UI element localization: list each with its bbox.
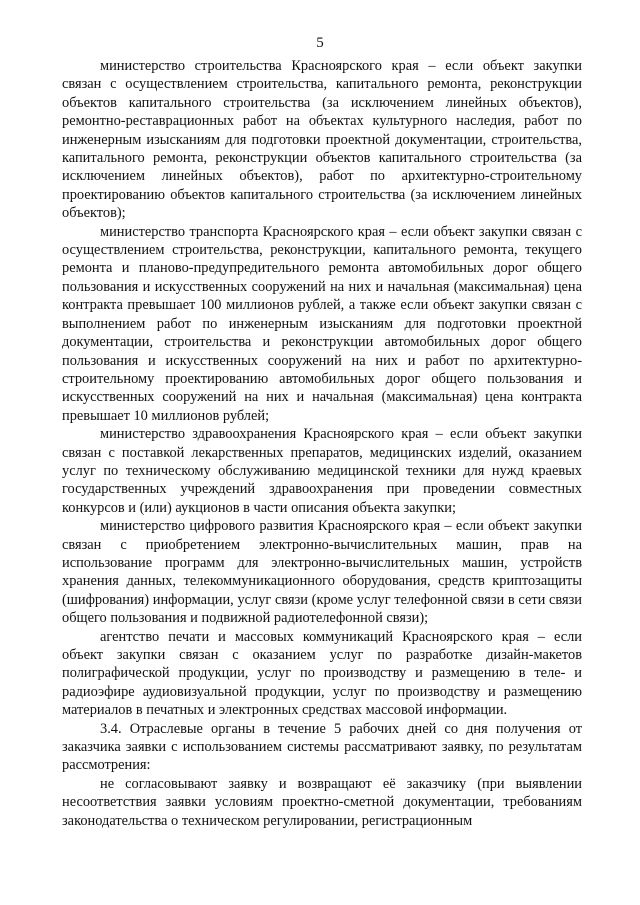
paragraph-ministry-digital-development: министерство цифрового развития Красноярского края – если объект закупки связан с приобретением электронно-вычислительных машин, прав на использование программ для электронно-вычислительных машин, устройств хранения данных, телекоммуникационного оборудования, средств криптозащиты (шифрования) информации, услуг связи (кроме услуг телефонной связи в сети связи общего пользования и подвижной радиотелефонной связи); — [62, 518, 582, 627]
paragraph-ministry-health: министерство здравоохранения Красноярского края – если объект закупки связан с поставкой лекарственных препаратов, медицинских изделий, оказанием услуг по техническому обслуживанию медицинской техники для нужд краевых государственных учреждений здравоохранения при проведении совместных конкурсов и (или) аукционов в части описания объекта закупки; — [62, 426, 582, 516]
paragraph-section-3-4: 3.4. Отраслевые органы в течение 5 рабочих дней со дня получения от заказчика заявки с использованием системы рассматривают заявку, по результатам рассмотрения: — [62, 720, 582, 774]
paragraph-ministry-construction: министерство строительства Красноярского края – если объект закупки связан с осуществлением строительства, капитального ремонта, реконструкции объектов капитального строительства (за исключением линейных объектов), ремонтно-реставрационных работ на объектах культурного наследия, работ по инженерным изысканиям для подготовки проектной документации, строительства, капитального ремонта, реконструкции объектов капитального строительства (за исключением линейных объектов), работ по архитектурно-строительному проектированию объектов капитального строительства (за исключением линейных объектов); — [62, 58, 582, 222]
paragraph-press-agency: агентство печати и массовых коммуникаций Красноярского края – если объект закупки связан с оказанием услуг по разработке дизайн-макетов полиграфической продукции, услуг по производству и размещению в теле- и радиоэфире аудиовизуальной продукции, услуг по производству и размещению материалов в печатных и электронных средствах массовой информации. — [62, 628, 582, 719]
paragraph-ministry-transport: министерство транспорта Красноярского края – если объект закупки связан с осуществлением строительства, реконструкции, капитального ремонта, текущего ремонта и планово-предупредительного ремонта автомобильных дорог общего пользования и искусственных сооружений на них и начальная (максимальная) цена контракта превышает 100 миллионов рублей, а также если объект закупки связан с выполнением работ по инженерным изысканиям для подготовки проектной документации, строительства и реконструкции автомобильных дорог общего пользования и искусственных сооружений на них и работ по архитектурно-строительному проектированию автомобильных дорог общего пользования и искусственных сооружений на них и начальная (максимальная) цена контракта превышает 10 миллионов рублей; — [62, 223, 582, 424]
paragraph-not-approved: не согласовывают заявку и возвращают её заказчику (при выявлении несоответствия заявки условиям проектно-сметной документации, требованиям законодательства о техническом регулировании, регистрационным — [62, 775, 582, 829]
document-body — [62, 57, 582, 830]
page-number: 5 — [316, 35, 324, 51]
